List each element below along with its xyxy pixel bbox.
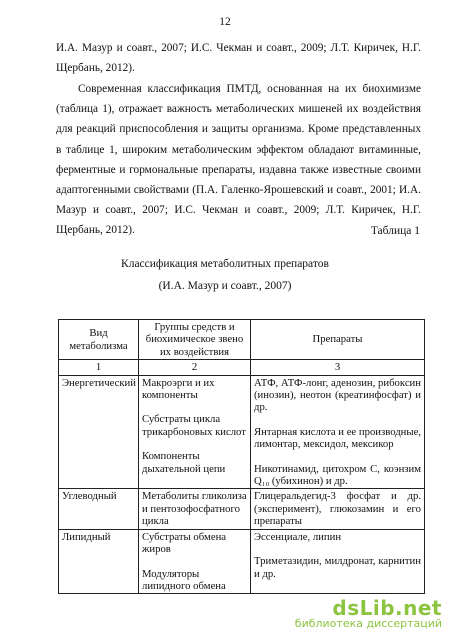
table-subtitle: (И.А. Мазур и соавт., 2007) — [158, 280, 292, 292]
table-label: Таблица 1 — [370, 225, 420, 237]
drug-list: Триметазидин, милдронат, карнитин и др. — [254, 555, 421, 580]
header-metabolism-type: Вид метаболизма — [59, 320, 139, 360]
drug-list: АТФ, АТФ-лонг, аденозин, рибоксин (инозин), неотон (креатинфосфат) и др. — [254, 376, 421, 414]
metabolism-type: Углеводный — [59, 489, 139, 529]
header-drugs: Препараты — [251, 320, 425, 360]
metabolism-type: Энергетический — [59, 375, 139, 489]
column-number: 1 — [59, 360, 139, 375]
drug-list: Янтарная кислота и ее производные, лимонтар, мексидол, мексикор — [254, 425, 421, 451]
table-row — [59, 529, 425, 594]
drugs-cell — [251, 489, 425, 529]
drug-list: Глицеральдегид-3 фосфат и др. (эксперимент), глюкозамин и его препараты — [254, 490, 421, 528]
watermark-logo: dsLib.net — [332, 596, 442, 620]
group-cell — [139, 489, 251, 529]
metabolism-type: Липидный — [59, 529, 139, 594]
group-name: Компоненты дыхательной цепи — [142, 450, 226, 475]
classification-table — [58, 319, 425, 594]
table-row — [59, 489, 425, 529]
watermark — [295, 596, 442, 630]
group-name: Модуляторы липидного обмена — [142, 567, 226, 592]
group-name: Метаболиты гликолиза и пентозофосфатного цикла — [142, 490, 247, 528]
drug-list: Эссенциале, липин — [254, 530, 342, 543]
table-title: Классификация метаболитных препаратов — [121, 258, 329, 270]
page-number: 12 — [219, 16, 231, 28]
column-number-row — [59, 360, 425, 375]
header-groups: Группы средств и биохимическое звено их воздействия — [139, 320, 251, 360]
column-number: 2 — [139, 360, 251, 375]
table-header-row — [59, 320, 425, 360]
drugs-cell — [251, 529, 425, 594]
group-name: Субстраты обмена жиров — [142, 530, 227, 556]
drugs-cell — [251, 375, 425, 489]
group-cell — [139, 375, 251, 489]
table-row — [59, 375, 425, 489]
watermark-tagline: библиотека диссертаций — [294, 617, 442, 630]
group-name: Субстраты цикла трикарбоновых кислот — [142, 413, 246, 438]
drug-list: Никотинамид, цитохром С, коэнзим Q₁₀ (убихинон) и др. — [254, 462, 421, 488]
group-cell — [139, 529, 251, 594]
paragraph-continuation: И.А. Мазур и соавт., 2007; И.С. Чекман и соавт., 2009; Л.Т. Киричек, Н.Г. Щербань, 2012). — [56, 42, 421, 75]
group-name: Макроэрги и их компоненты — [142, 376, 215, 402]
column-number: 3 — [251, 360, 425, 375]
paragraph-classification: Современная классификация ПМТД, основанная на их биохимизме (таблица 1), отражает важность метаболических мишеней их воздействия для реакций приспособления и защиты организма. Кроме представленных в таблице 1, широким метаболическим эффектом обладают витаминные, ферментные и гормональные препараты, издавна также известные своими адаптогенными свойствами (П.А. Галенко-Ярошевский и соавт., 2001; И.А. Мазур и соавт., 2007; И.С. Чекман и соавт., 2009; Л.Т. Киричек, Н.Г. Щербань, 2012). — [56, 83, 421, 237]
